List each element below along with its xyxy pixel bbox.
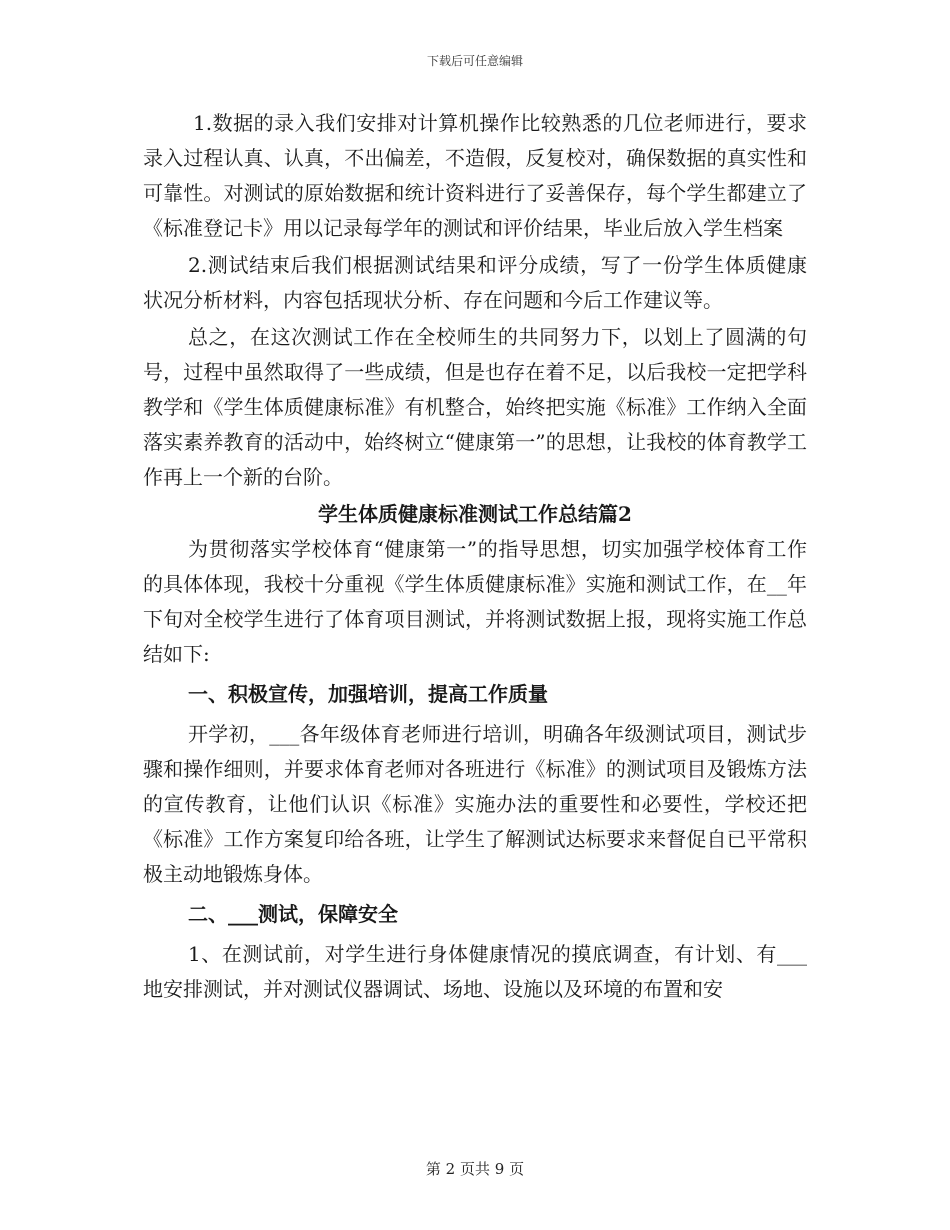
page-footer: 第 2 页共 9 页	[425, 1160, 525, 1178]
paragraph-conclusion: 总之，在这次测试工作在全校师生的共同努力下，以划上了圆满的句号，过程中虽然取得了一些成绩，但是也存在着不足，以后我校一定把学科教学和《学生体质健康标准》有机整合，始终把实施《标准》工作纳入全面落实素养教育的活动中，始终树立“健康第一”的思想，让我校的体育教学工作再上一个新的台阶。	[143, 325, 807, 489]
paragraph-data-entry: 1.数据的录入我们安排对计算机操作比较熟悉的几位老师进行，要求录入过程认真、认真，不出偏差，不造假，反复校对，确保数据的真实性和可靠性。对测试的原始数据和统计资料进行了妥善保存，每个学生都建立了《标准登记卡》用以记录每学年的测试和评价结果，毕业后放入学生档案	[143, 111, 807, 240]
heading-2: 二、___测试，保障安全	[188, 902, 398, 926]
heading-1: 一、积极宣传，加强培训，提高工作质量	[188, 682, 548, 706]
page-header: 下载后可任意编辑	[426, 54, 523, 68]
paragraph-intro: 为贯彻落实学校体育“健康第一”的指导思想，切实加强学校体育工作的具体体现，我校十分重视《学生体质健康标准》实施和测试工作，在__年下旬对全校学生进行了体育项目测试，并将测试数据上报，现将实施工作总结如下:	[143, 537, 807, 666]
paragraph-training: 开学初，___各年级体育老师进行培训，明确各年级测试项目，测试步骤和操作细则，并要求体育老师对各班进行《标准》的测试项目及锻炼方法的宣传教育，让他们认识《标准》实施办法的重要性和必要性，学校还把《标准》工作方案复印给各班，让学生了解测试达标要求来督促自已平常积极主动地锻炼身体。	[143, 722, 807, 886]
document-body	[143, 106, 807, 1007]
paragraph-safety: 1、在测试前，对学生进行身体健康情况的摸底调查，有计划、有___地安排测试，并对测试仪器调试、场地、设施以及环境的布置和安	[143, 942, 807, 1001]
section-title: 学生体质健康标准测试工作总结篇2	[318, 502, 632, 526]
paragraph-analysis: 2.测试结束后我们根据测试结果和评分成绩，写了一份学生体质健康状况分析材料，内容包括现状分析、存在问题和今后工作建议等。	[143, 253, 807, 312]
